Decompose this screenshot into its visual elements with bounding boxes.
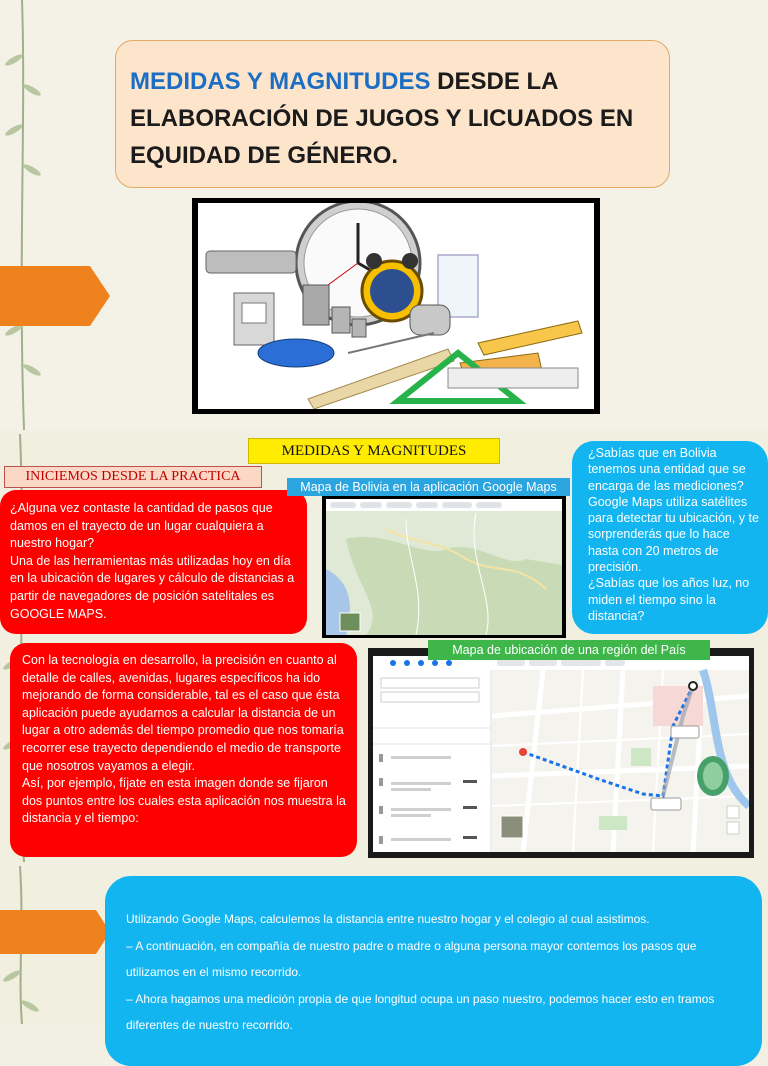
orange-arrow-tab [0, 910, 110, 954]
region-map-screenshot [368, 648, 754, 858]
title-highlight: MEDIDAS Y MAGNITUDES [130, 68, 431, 95]
title-rest: DESDE LA ELABORACIÓN DE JUGOS Y LICUADOS EN EQUIDAD DE GÉNERO. [130, 68, 634, 169]
red1-paragraph-1: ¿Alguna vez contaste la cantidad de pasos que damos en el trayecto de un lugar cualquiera a nuestro hogar? [10, 501, 273, 551]
slide-1 [0, 0, 768, 430]
red1-paragraph-2: Una de las herramientas más utilizadas hoy en día en la ubicación de lugares y cálculo de distancias a partir de navegadores de posición satelitales es GOOGLE MAPS. [10, 553, 295, 621]
bolivia-map-screenshot [322, 496, 566, 638]
red-box-technology [10, 643, 357, 857]
bolivia-map-icon [326, 499, 562, 635]
measuring-instruments-icon [198, 203, 594, 409]
bubble-paragraph-1: ¿Sabías que en Bolivia tenemos una entidad que se encarga de las mediciones? Google Maps utiliza satélites para detectar tu ubicación, y te sorprenderás que lo hace hasta con 20 metros de precisión. [588, 446, 759, 575]
fern-decoration [0, 0, 60, 430]
did-you-know-bubble [572, 441, 768, 634]
instruments-photo [192, 198, 600, 414]
orange-arrow-tab [0, 266, 110, 326]
route-map-icon [373, 656, 749, 852]
map1-label: Mapa de Bolivia en la aplicación Google Maps [287, 478, 570, 496]
activity-box [105, 876, 762, 1066]
practica-label: INICIEMOS DESDE LA PRACTICA [4, 466, 262, 488]
activity-paragraph-1: Utilizando Google Maps, calculemos la distancia entre nuestro hogar y el colegio al cual asistimos. [126, 912, 650, 926]
red-box-question [0, 490, 307, 634]
title-box [115, 40, 670, 188]
map2-label: Mapa de ubicación de una región del País [428, 640, 710, 660]
activity-paragraph-3: – Ahora hagamos una medición propia de que longitud ocupa un paso nuestro, podemos hacer esto en tramos diferentes de nuestro recorrido. [126, 991, 715, 1032]
red2-paragraph-1: Con la tecnología en desarrollo, la precisión en cuanto al detalle de calles, avenidas, lugares específicos ha ido mejorando de forma considerable, tal es el caso que ésta aplicación puede ayudarnos a calcular la distancia de un lugar a otro además del tiempo promedio que nos tomaría recorrer ese trayecto dependiendo el medio de transporte que nosotros vayamos a elegir. [22, 653, 344, 773]
red2-paragraph-2: Así, por ejemplo, fíjate en esta imagen donde se fijaron dos puntos entre los cuales esta aplicación nos muestra la distancia y el tiempo: [22, 776, 346, 826]
medidas-banner: MEDIDAS Y MAGNITUDES [248, 438, 500, 464]
activity-paragraph-2: – A continuación, en compañía de nuestro padre o madre o alguna persona mayor contemos los pasos que utilizamos en el mismo recorrido. [126, 938, 697, 979]
bubble-paragraph-2: ¿Sabías que los años luz, no miden el tiempo sino la distancia? [588, 576, 750, 623]
